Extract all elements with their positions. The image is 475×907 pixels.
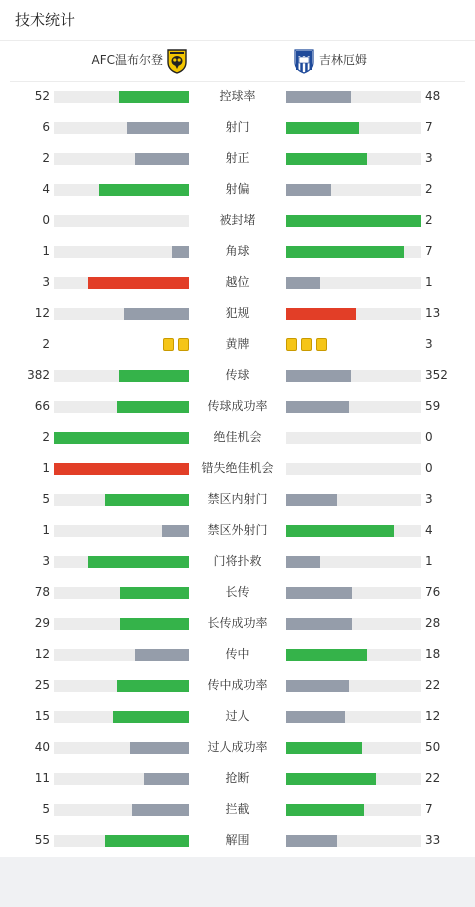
stat-row — [0, 577, 475, 608]
stat-label: 过人成功率 — [207, 740, 268, 754]
away-stat-bar-fill — [286, 773, 376, 785]
home-stat-bar — [54, 432, 189, 444]
stat-row — [0, 112, 475, 143]
home-stat-bar-fill — [105, 835, 189, 847]
away-stat-bar-fill — [286, 308, 356, 320]
away-stat-bar-fill — [286, 649, 367, 661]
stat-label: 门将扑救 — [213, 554, 262, 568]
home-stat-value: 11 — [34, 771, 50, 785]
stat-label: 射偏 — [225, 182, 250, 196]
away-stat-bar — [286, 680, 421, 692]
away-stat-bar-fill — [286, 494, 337, 506]
home-stat-bar-fill — [132, 804, 189, 816]
home-stat-bar-fill — [135, 649, 189, 661]
away-stat-value: 7 — [425, 120, 433, 134]
yellow-card-icon — [316, 338, 327, 351]
away-stat-bar — [286, 370, 421, 382]
away-stat-bar — [286, 463, 421, 475]
home-stat-bar-fill — [120, 618, 189, 630]
home-stat-value: 1 — [42, 523, 50, 537]
away-stat-bar — [286, 432, 421, 444]
yellow-card-icon — [163, 338, 174, 351]
stat-row — [0, 701, 475, 732]
away-stat-bar-fill — [286, 184, 331, 196]
home-stat-bar-fill — [127, 122, 189, 134]
home-stat-value: 66 — [34, 399, 50, 413]
teams-header — [10, 41, 465, 82]
away-stat-bar-fill — [286, 556, 320, 568]
away-stat-bar — [286, 215, 421, 227]
home-team-crest-icon[interactable] — [166, 48, 188, 74]
home-stat-bar — [54, 463, 189, 475]
away-stat-bar — [286, 91, 421, 103]
away-stat-bar — [286, 494, 421, 506]
away-stat-value: 7 — [425, 244, 433, 258]
home-stat-bar-fill — [54, 432, 189, 444]
stat-row — [0, 422, 475, 453]
away-stat-bar — [286, 184, 421, 196]
stat-row — [0, 763, 475, 794]
home-stat-value: 382 — [27, 368, 50, 382]
home-stat-value: 40 — [34, 740, 50, 754]
home-stat-bar — [54, 649, 189, 661]
away-stat-bar-fill — [286, 277, 320, 289]
stat-row — [0, 484, 475, 515]
stat-label: 抢断 — [225, 771, 250, 785]
title-bar — [0, 0, 475, 41]
stat-row — [0, 236, 475, 267]
home-stat-bar — [54, 494, 189, 506]
stat-label: 禁区内射门 — [207, 492, 268, 506]
away-stat-value: 18 — [425, 647, 441, 661]
away-stat-value: 28 — [425, 616, 441, 630]
home-stat-bar — [54, 184, 189, 196]
home-stat-value: 1 — [42, 244, 50, 258]
home-stat-bar — [54, 556, 189, 568]
away-stat-bar-fill — [286, 122, 359, 134]
away-stat-bar-fill — [286, 835, 337, 847]
home-stat-value: 5 — [42, 492, 50, 506]
home-stat-bar-fill — [120, 587, 189, 599]
away-stat-value: 1 — [425, 275, 433, 289]
home-stat-value: 78 — [34, 585, 50, 599]
stat-row — [0, 298, 475, 329]
away-stat-value: 3 — [425, 151, 433, 165]
away-stat-bar — [286, 711, 421, 723]
away-stat-bar — [286, 804, 421, 816]
home-stat-value: 6 — [42, 120, 50, 134]
home-stat-bar — [54, 525, 189, 537]
stat-row — [0, 205, 475, 236]
stat-row — [0, 670, 475, 701]
home-stat-bar — [54, 804, 189, 816]
home-stat-value: 3 — [42, 554, 50, 568]
home-stat-bar — [54, 122, 189, 134]
away-stat-bar-fill — [286, 215, 421, 227]
away-stat-bar — [286, 835, 421, 847]
away-stat-bar-fill — [286, 153, 367, 165]
away-stat-value: 13 — [425, 306, 441, 320]
home-team-name[interactable]: AFC温布尔登 — [91, 53, 163, 67]
stat-row — [0, 546, 475, 577]
stat-label: 犯规 — [225, 306, 250, 320]
away-stat-bar — [286, 556, 421, 568]
home-stat-value: 2 — [42, 337, 50, 351]
away-stat-bar — [286, 122, 421, 134]
home-stat-bar-fill — [88, 277, 189, 289]
away-stat-bar-fill — [286, 91, 351, 103]
away-stat-value: 0 — [425, 461, 433, 475]
stat-label: 传球成功率 — [207, 399, 268, 413]
home-stat-bar-fill — [105, 494, 189, 506]
home-stat-bar — [54, 835, 189, 847]
home-stat-bar — [54, 153, 189, 165]
yellow-card-icon — [178, 338, 189, 351]
stat-label: 黄牌 — [225, 337, 250, 351]
home-yellow-cards — [159, 338, 189, 352]
away-yellow-cards — [286, 338, 331, 352]
home-stat-value: 1 — [42, 461, 50, 475]
away-stat-bar — [286, 649, 421, 661]
away-stat-value: 7 — [425, 802, 433, 816]
stat-row — [0, 825, 475, 856]
home-stat-bar — [54, 711, 189, 723]
home-stat-value: 15 — [34, 709, 50, 723]
home-stat-value: 12 — [34, 647, 50, 661]
away-stat-bar-fill — [286, 742, 362, 754]
stat-row — [0, 732, 475, 763]
away-stat-bar-fill — [286, 401, 349, 413]
stat-label: 绝佳机会 — [213, 430, 262, 444]
home-stat-bar — [54, 773, 189, 785]
stat-row — [0, 515, 475, 546]
away-stat-bar — [286, 773, 421, 785]
page-title: 技术统计 — [15, 11, 76, 29]
away-stat-value: 352 — [425, 368, 448, 382]
home-stat-bar — [54, 215, 189, 227]
away-stat-value: 33 — [425, 833, 441, 847]
away-stat-value: 48 — [425, 89, 441, 103]
home-stat-bar-fill — [144, 773, 189, 785]
home-stat-bar-fill — [135, 153, 189, 165]
away-stat-bar — [286, 153, 421, 165]
away-stat-bar-fill — [286, 370, 351, 382]
home-stat-value: 12 — [34, 306, 50, 320]
away-stat-value: 76 — [425, 585, 441, 599]
stat-row — [0, 391, 475, 422]
stat-row — [0, 794, 475, 825]
home-stat-bar — [54, 680, 189, 692]
stat-label: 错失绝佳机会 — [201, 461, 274, 475]
home-stat-bar-fill — [119, 370, 189, 382]
stat-label: 越位 — [225, 275, 250, 289]
stat-label: 拦截 — [225, 802, 250, 816]
home-stat-bar-fill — [99, 184, 189, 196]
stat-row — [0, 360, 475, 391]
home-stat-bar-fill — [172, 246, 189, 258]
stat-label: 射正 — [225, 151, 250, 165]
stat-label: 长传成功率 — [207, 616, 268, 630]
away-stat-value: 22 — [425, 678, 441, 692]
home-stat-bar-fill — [117, 401, 189, 413]
stat-label: 解围 — [225, 833, 250, 847]
home-stat-bar — [54, 91, 189, 103]
home-stat-bar — [54, 246, 189, 258]
away-stat-bar-fill — [286, 246, 404, 258]
home-stat-bar — [54, 277, 189, 289]
home-stat-value: 29 — [34, 616, 50, 630]
away-team-name[interactable]: 吉林厄姆 — [319, 53, 368, 67]
stat-row — [0, 639, 475, 670]
home-stat-bar-fill — [117, 680, 189, 692]
away-stat-bar-fill — [286, 680, 349, 692]
away-stat-value: 4 — [425, 523, 433, 537]
stat-row — [0, 329, 475, 360]
away-stat-value: 22 — [425, 771, 441, 785]
away-stat-bar-fill — [286, 618, 352, 630]
home-stat-bar-fill — [113, 711, 189, 723]
home-stat-bar-fill — [119, 91, 189, 103]
home-stat-bar — [54, 401, 189, 413]
stat-label: 传中 — [225, 647, 250, 661]
away-stat-bar-fill — [286, 804, 364, 816]
home-stat-bar — [54, 370, 189, 382]
stat-label: 控球率 — [219, 89, 256, 103]
home-stat-bar-fill — [124, 308, 189, 320]
stat-label: 被封堵 — [219, 213, 256, 227]
away-stat-value: 1 — [425, 554, 433, 568]
yellow-card-icon — [301, 338, 312, 351]
away-stat-value: 3 — [425, 337, 433, 351]
home-stat-value: 3 — [42, 275, 50, 289]
home-stat-value: 2 — [42, 430, 50, 444]
home-stat-value: 5 — [42, 802, 50, 816]
home-stat-value: 52 — [34, 89, 50, 103]
home-stat-value: 55 — [34, 833, 50, 847]
away-stat-value: 50 — [425, 740, 441, 754]
home-stat-bar — [54, 587, 189, 599]
away-stat-bar-fill — [286, 711, 345, 723]
stat-label: 射门 — [225, 120, 250, 134]
stat-label: 传球 — [225, 368, 250, 382]
home-stat-bar — [54, 618, 189, 630]
home-stat-bar-fill — [162, 525, 189, 537]
stat-label: 禁区外射门 — [207, 523, 268, 537]
home-stat-value: 2 — [42, 151, 50, 165]
away-stat-bar — [286, 525, 421, 537]
away-stat-value: 59 — [425, 399, 441, 413]
home-stat-bar-fill — [54, 463, 189, 475]
away-stat-bar-fill — [286, 525, 394, 537]
home-stat-bar-fill — [88, 556, 189, 568]
away-stat-value: 2 — [425, 182, 433, 196]
stat-row — [0, 174, 475, 205]
stat-row — [0, 81, 475, 112]
home-stat-bar-fill — [130, 742, 189, 754]
home-stat-value: 4 — [42, 182, 50, 196]
stat-label: 长传 — [225, 585, 250, 599]
away-stat-bar — [286, 618, 421, 630]
away-stat-bar — [286, 277, 421, 289]
away-stat-value: 3 — [425, 492, 433, 506]
away-stat-bar — [286, 587, 421, 599]
stat-label: 角球 — [225, 244, 250, 258]
yellow-card-icon — [286, 338, 297, 351]
stat-row — [0, 267, 475, 298]
stat-row — [0, 453, 475, 484]
stat-row — [0, 608, 475, 639]
away-stat-value: 0 — [425, 430, 433, 444]
stat-label: 传中成功率 — [207, 678, 268, 692]
away-stat-bar — [286, 308, 421, 320]
away-team-crest-icon[interactable] — [293, 48, 315, 74]
home-stat-value: 25 — [34, 678, 50, 692]
away-stat-bar-fill — [286, 587, 352, 599]
stat-label: 过人 — [225, 709, 250, 723]
away-stat-value: 12 — [425, 709, 441, 723]
home-stat-value: 0 — [42, 213, 50, 227]
stat-row — [0, 143, 475, 174]
away-stat-bar — [286, 246, 421, 258]
away-stat-value: 2 — [425, 213, 433, 227]
away-stat-bar — [286, 742, 421, 754]
home-stat-bar — [54, 742, 189, 754]
away-stat-bar — [286, 401, 421, 413]
home-stat-bar — [54, 308, 189, 320]
